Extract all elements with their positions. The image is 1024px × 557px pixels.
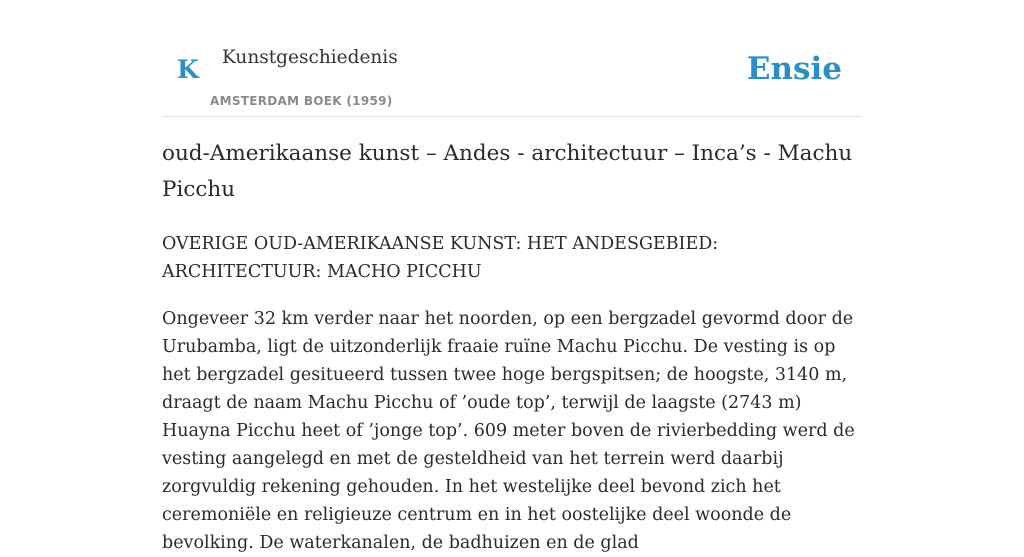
article-content [162,136,862,557]
article-body: Ongeveer 32 km verder naar het noorden, op een bergzadel gevormd door de Urubamba, ligt de uitzonderlijk fraaie ruïne Machu Picchu. De vesting is op het bergzadel gesitueerd tussen twee hoge bergspitsen; de hoogste, 3140 m, draagt de naam Machu Picchu of ’oude top’, terwijl de laagste (2743 m) Huayna Picchu heet of ’jonge top’. 609 meter boven de rivierbedding werd de vesting aangelegd en met de gesteldheid van het terrein werd daarbij zorgvuldig rekening gehouden. In het westelijke deel bevond zich het ceremoniële en religieuze centrum en in het oostelijke deel woonde de bevolking. De waterkanalen, de badhuizen en de glad [162,309,855,553]
source-label: AMSTERDAM BOEK (1959) [210,94,393,108]
category-logo-icon[interactable]: K [177,55,199,84]
article-title: oud-Amerikaanse kunst – Andes - architectuur – Inca’s - Machu Picchu [162,141,853,202]
brand-logo[interactable]: Ensie [746,51,842,87]
section-heading: OVERIGE OUD-AMERIKAANSE KUNST: HET ANDESGEBIED: ARCHITECTUUR: MACHO PICCHU [162,234,719,282]
category-link[interactable]: Kunstgeschiedenis [222,47,398,68]
site-header [162,0,862,117]
